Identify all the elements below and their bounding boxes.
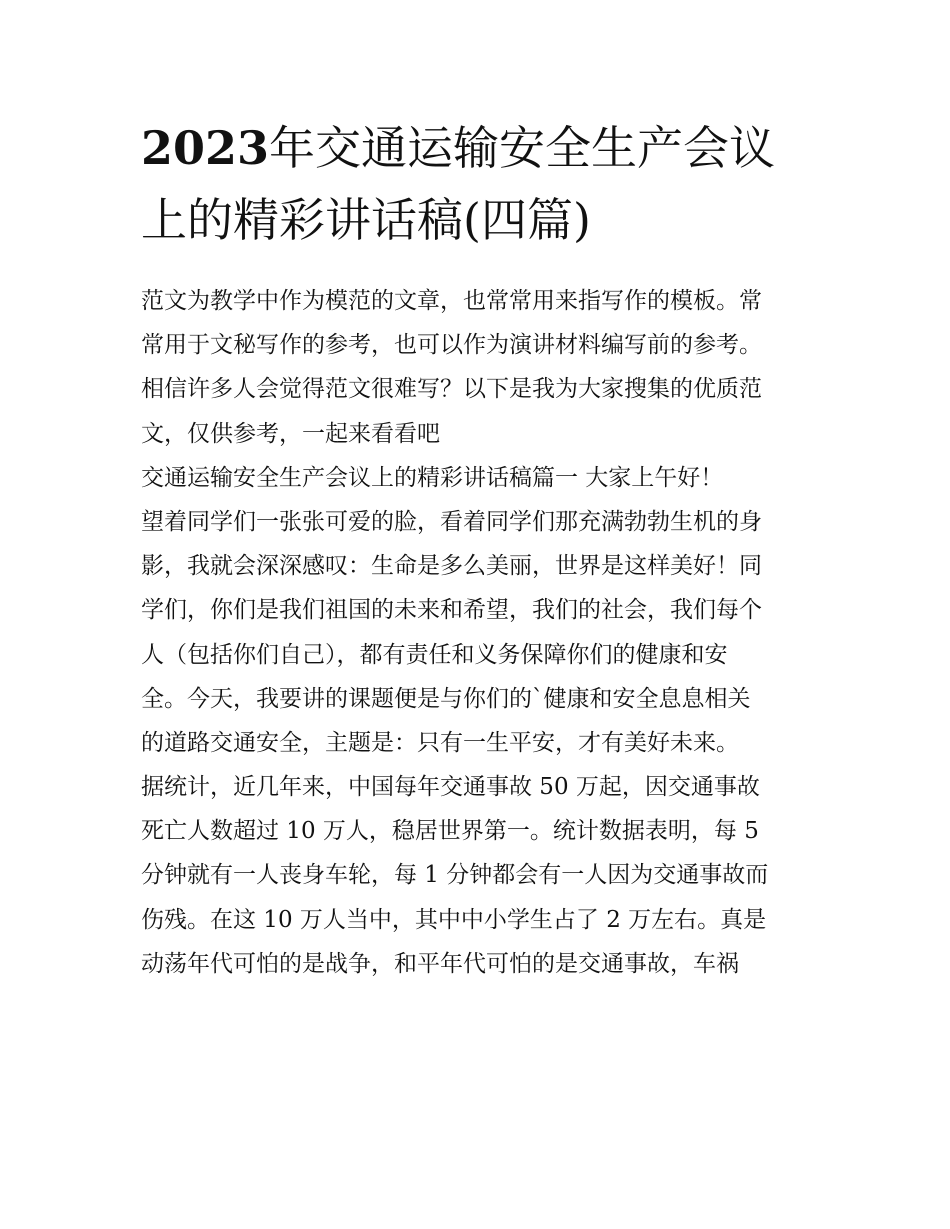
body-line: 的道路交通安全，主题是：只有一生平安，才有美好未来。 <box>141 729 739 756</box>
body-line: 死亡人数超过 10 万人，稳居世界第一。统计数据表明，每 5 <box>141 818 759 845</box>
body-line: 分钟就有一人丧身车轮，每 1 分钟都会有一人因为交通事故而 <box>141 862 769 889</box>
title-text: 年交通运输安全生产会议 <box>269 121 776 175</box>
title-year: 2023 <box>141 121 270 175</box>
title-line-1 <box>141 112 821 184</box>
body-line: 伤残。在这 10 万人当中，其中中小学生占了 2 万左右。真是 <box>141 906 767 933</box>
body-line: 常用于文秘写作的参考，也可以作为演讲材料编写前的参考。 <box>141 332 762 359</box>
body-line: 学们，你们是我们祖国的未来和希望，我们的社会，我们每个 <box>141 597 762 624</box>
document-body <box>141 279 821 986</box>
body-line: 据统计，近几年来，中国每年交通事故 50 万起，因交通事故 <box>141 774 760 801</box>
title-text: 上的精彩讲话稿(四篇) <box>141 193 591 247</box>
document-title <box>141 112 821 256</box>
body-line: 相信许多人会觉得范文很难写？以下是我为大家搜集的优质范 <box>141 376 762 403</box>
body-line: 全。今天，我要讲的课题便是与你们的`健康和安全息息相关 <box>141 685 751 712</box>
body-line: 人（包括你们自己），都有责任和义务保障你们的健康和安 <box>141 641 728 668</box>
body-line: 动荡年代可怕的是战争，和平年代可怕的是交通事故，车祸 <box>141 950 739 977</box>
body-line: 文，仅供参考，一起来看看吧 <box>141 420 440 447</box>
body-line: 交通运输安全生产会议上的精彩讲话稿篇一 大家上午好！ <box>141 464 724 491</box>
title-line-2 <box>141 184 821 256</box>
body-line: 范文为教学中作为模范的文章，也常常用来指写作的模板。常 <box>141 288 762 314</box>
body-line: 望着同学们一张张可爱的脸，看着同学们那充满勃勃生机的身 <box>141 508 762 535</box>
body-line: 影，我就会深深感叹：生命是多么美丽，世界是这样美好！同 <box>141 553 762 580</box>
